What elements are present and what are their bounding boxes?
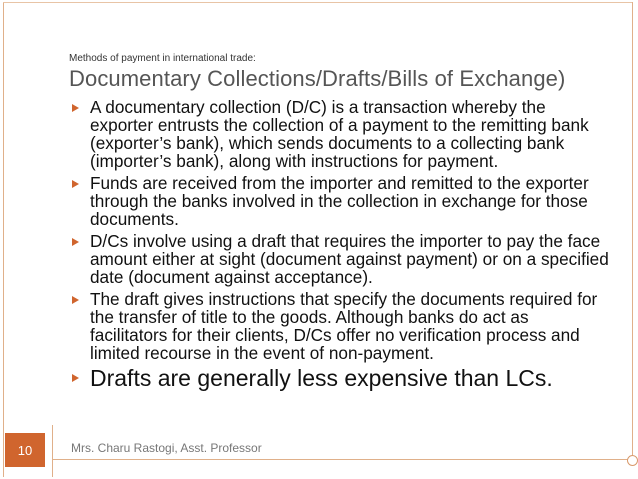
bullet-text: D/Cs involve using a draft that requires the importer to pay the face amount either at sight (document against payment) or on a specified date (document against acceptance). [90,231,609,287]
slide-title: Documentary Collections/Drafts/Bills of Exchange) [69,66,566,91]
triangle-bullet-icon [72,374,79,382]
slide-subtitle: Methods of payment in international trade: [69,53,256,64]
footer-author: Mrs. Charu Rastogi, Asst. Professor [71,441,262,455]
bullet-item [69,366,609,390]
triangle-bullet-icon [72,104,79,112]
frame-line-left [3,2,4,477]
bullet-item [69,232,609,286]
bullet-item [69,290,609,362]
corner-circle-icon [627,455,638,466]
triangle-bullet-icon [72,180,79,188]
frame-line-right [632,2,633,460]
frame-line-top [3,2,633,3]
bullet-text: Funds are received from the importer and remitted to the exporter through the banks involved in the collection in exchange for those documents. [90,173,589,229]
bullet-text: A documentary collection (D/C) is a transaction whereby the exporter entrusts the collection of a payment to the remitting bank (exporter’s bank), which sends documents to a collecting bank (importer’s bank), along with instructions for payment. [90,97,589,171]
footer-divider [52,425,53,477]
footer-rule [52,459,636,460]
bullet-text: Drafts are generally less expensive than LCs. [90,365,553,391]
page-number: 10 [5,433,45,467]
bullet-list [69,98,609,394]
triangle-bullet-icon [72,296,79,304]
bullet-text: The draft gives instructions that specify the documents required for the transfer of title to the goods. Although banks do act as facilitators for their clients, D/Cs offer no verification process and limited recourse in the event of non-payment. [90,289,598,363]
bullet-item [69,174,609,228]
bullet-item [69,98,609,170]
triangle-bullet-icon [72,238,79,246]
